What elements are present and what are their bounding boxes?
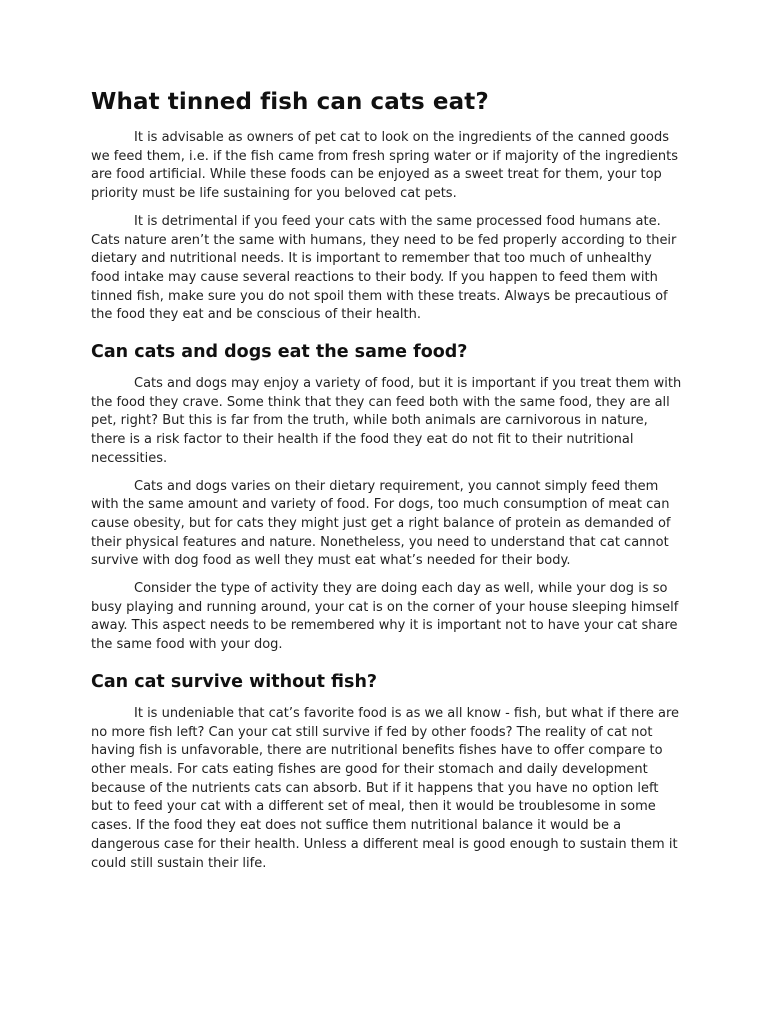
section-heading-cats-dogs: Can cats and dogs eat the same food? [91,342,468,363]
intro-paragraph-2: It is detrimental if you feed your cats with the same processed food humans ate. Cats nature aren’t the same with humans, they need to be fed properly according to their dietary and nutritional needs. It is important to remember that too much of unhealthy food intake may cause several reactions to their body. If you happen to feed them with tinned fish, make sure you do not spoil them with these treats. Always be precautious of the food they eat and be conscious of their health. [91,213,677,323]
section-1-paragraph-2: Cats and dogs varies on their dietary requirement, you cannot simply feed them with the same amount and variety of food. For dogs, too much consumption of meat can cause obesity, but for cats they might just get a right balance of protein as demanded of their physical features and nature. Nonetheless, you need to understand that cat cannot survive with dog food as well they must eat what’s needed for their body. [91,478,671,569]
intro-paragraph-1: It is advisable as owners of pet cat to look on the ingredients of the canned goods we feed them, i.e. if the fish came from fresh spring water or if majority of the ingredients are food artificial. While these foods can be enjoyed as a sweet treat for them, your top priority must be life sustaining for you beloved cat pets. [91,130,679,202]
section-1-paragraph-3: Consider the type of activity they are doing each day as well, while your dog is so busy playing and running around, your cat is on the corner of your house sleeping himself away. This aspect needs to be remembered why it is important not to have your cat share the same food with your dog. [91,581,679,653]
section-1-paragraph-1: Cats and dogs may enjoy a variety of food, but it is important if you treat them with the food they crave. Some think that they can feed both with the same food, they are all pet, right? But this is far from the truth, while both animals are carnivorous in nature, there is a risk factor to their health if the food they eat do not fit to their nutritional necessities. [91,376,682,466]
page-title: What tinned fish can cats eat? [91,89,489,115]
document-page [91,88,683,882]
section-heading-without-fish: Can cat survive without fish? [91,671,378,692]
section-2-paragraph-1: It is undeniable that cat’s favorite food is as we all know - fish, but what if there are no more fish left? Can your cat still survive if fed by other foods? The reality of cat not having fish is unfavorable, there are nutritional benefits fishes have to offer compare to other meals. For cats eating fishes are good for their stomach and daily development because of the nutrients cats can absorb. But if it happens that you have no option left but to feed your cat with a different set of meal, then it would be troublesome in some cases. If the food they eat does not suffice them nutritional balance it would be a dangerous case for their health. Unless a different meal is good enough to sustain them it could still sustain their life. [91,705,680,871]
